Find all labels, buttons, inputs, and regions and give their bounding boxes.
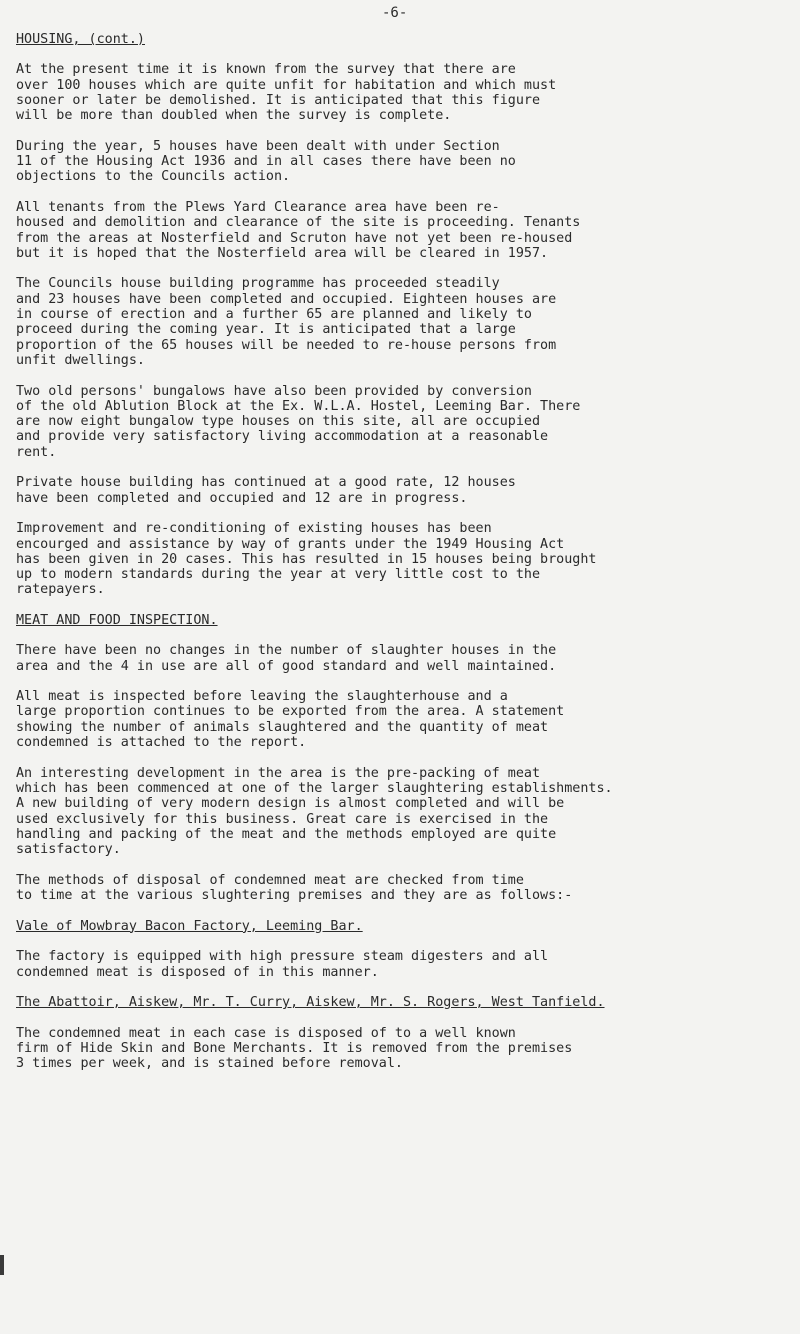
abattoir-paragraph: The condemned meat in each case is disposed of to a well known firm of Hide Skin and Bone Merchants. It is removed from the premises 3 times per week, and is stained before removal.: [16, 1025, 573, 1072]
page-number: -6-: [382, 5, 408, 21]
housing-paragraph-5: Two old persons' bungalows have also been provided by conversion of the old Ablution Block at the Ex. W.L.A. Hostel, Leeming Bar. There are now eight bungalow type houses on this site, all are occupied and provide very satisfactory living accommodation at a reasonable rent.: [16, 383, 581, 460]
meat-inspection-heading: MEAT AND FOOD INSPECTION.: [16, 612, 218, 628]
housing-paragraph-4: The Councils house building programme has proceeded steadily and 23 houses have been completed and occupied. Eighteen houses are in course of erection and a further 65 are planned and likely to proceed during the coming year. It is anticipated that a large proportion of the 65 houses will be needed to re-house persons from unfit dwellings.: [16, 276, 557, 368]
housing-paragraph-2: During the year, 5 houses have been dealt with under Section 11 of the Housing Act 1936 and in all cases there have been no objections to the Councils action.: [16, 138, 516, 185]
housing-paragraph-1: At the present time it is known from the survey that there are over 100 houses which are quite unfit for habitation and which must sooner or later be demolished. It is anticipated that this figure will be more than doubled when the survey is complete.: [16, 62, 557, 124]
vale-factory-heading: Vale of Mowbray Bacon Factory, Leeming Bar.: [16, 918, 363, 934]
housing-paragraph-7: Improvement and re-conditioning of existing houses has been encourged and assistance by way of grants under the 1949 Housing Act has been given in 20 cases. This has resulted in 15 houses being brought up to modern standards during the year at very little cost to the ratepayers.: [16, 521, 597, 598]
meat-paragraph-1: There have been no changes in the number of slaughter houses in the area and the 4 in use are all of good standard and well maintained.: [16, 643, 557, 674]
document-body: [16, 32, 794, 1087]
meat-paragraph-2: All meat is inspected before leaving the slaughterhouse and a large proportion continues to be exported from the area. A statement showing the number of animals slaughtered and the quantity of meat condemned is attached to the report.: [16, 689, 565, 751]
housing-heading: HOUSING, (cont.): [16, 32, 145, 47]
abattoir-heading: The Abattoir, Aiskew, Mr. T. Curry, Aiskew, Mr. S. Rogers, West Tanfield.: [16, 995, 605, 1011]
meat-paragraph-4: The methods of disposal of condemned meat are checked from time to time at the various slughtering premises and they are as follows:-: [16, 872, 573, 904]
scan-edge-mark: [0, 1255, 4, 1275]
housing-paragraph-6: Private house building has continued at a good rate, 12 houses have been completed and occupied and 12 are in progress.: [16, 475, 516, 506]
vale-factory-paragraph: The factory is equipped with high pressure steam digesters and all condemned meat is disposed of in this manner.: [16, 949, 549, 980]
meat-paragraph-3: An interesting development in the area is the pre-packing of meat which has been commenced at one of the larger slaughtering establishments. A new building of very modern design is almost completed and will be used exclusively for this business. Great care is exercised in the handling and packing of the meat and the methods employed are quite satisfactory.: [16, 765, 613, 858]
housing-paragraph-3: All tenants from the Plews Yard Clearance area have been re- housed and demolition and clearance of the site is proceeding. Tenants from the areas at Nosterfield and Scruton have not yet been re-housed but it is hoped that the Nosterfield area will be cleared in 1957.: [16, 199, 581, 261]
